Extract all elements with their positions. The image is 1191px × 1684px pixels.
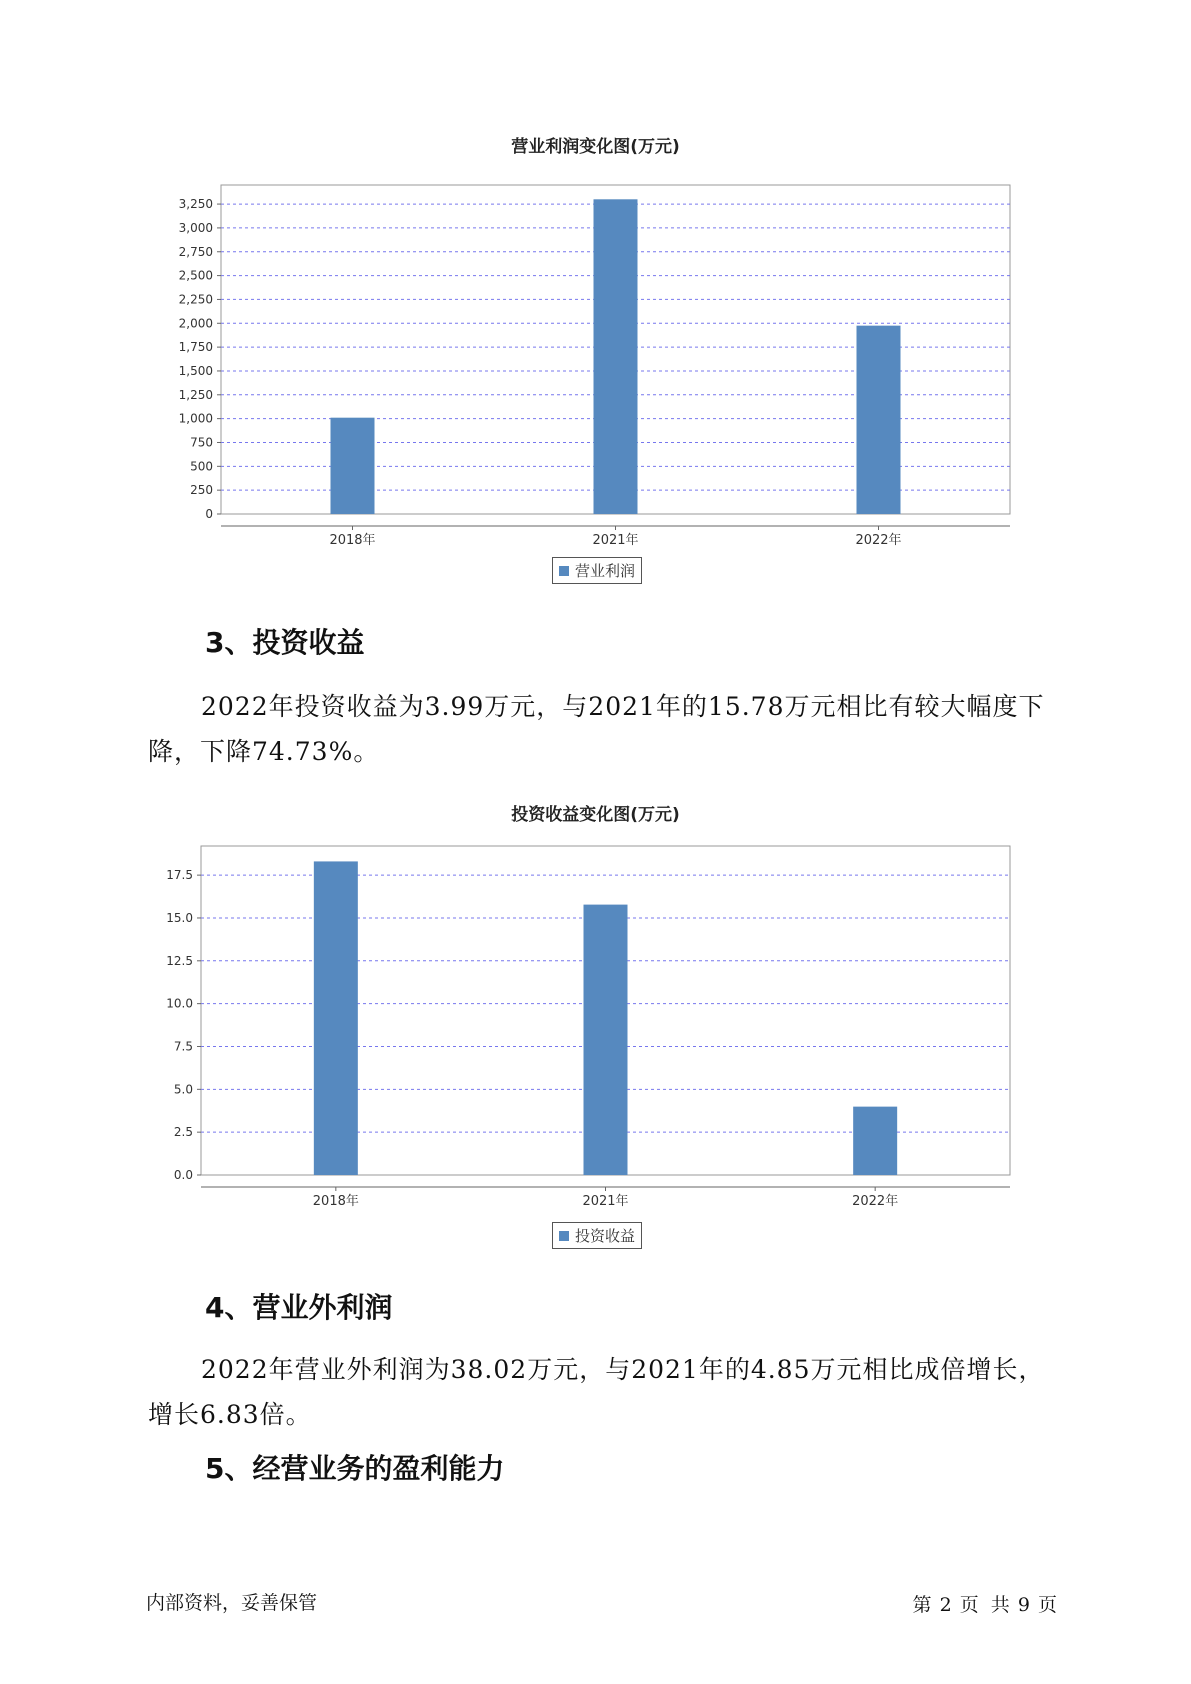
bar-2021年 (584, 905, 628, 1175)
y-tick-label: 10.0 (166, 996, 193, 1011)
y-tick-label: 5.0 (173, 1082, 193, 1097)
y-tick-label: 2.5 (173, 1125, 193, 1140)
y-tick-label: 1,250 (178, 387, 213, 402)
bar-2018年 (331, 418, 375, 514)
legend-label: 营业利润 (575, 562, 636, 580)
section-4-paragraph: 2022年营业外利润为38.02万元，与2021年的4.85万元相比成倍增长，增长6.83倍。 (148, 1355, 1045, 1429)
legend-swatch (559, 1231, 569, 1241)
y-tick-label: 750 (190, 435, 213, 450)
y-tick-label: 17.5 (166, 868, 193, 883)
legend-swatch (559, 566, 569, 576)
y-tick-label: 0 (205, 507, 213, 521)
investment-income-chart (0, 820, 1191, 1240)
y-tick-label: 3,250 (178, 197, 213, 212)
page-mid: 页 共 (959, 1594, 1010, 1616)
x-tick-label: 2018年 (329, 533, 376, 548)
chart-title-investment-income: 投资收益变化图(万元) (511, 805, 680, 825)
x-tick-label: 2022年 (855, 533, 902, 548)
y-tick-label: 15.0 (166, 910, 193, 925)
y-tick-label: 2,750 (178, 244, 213, 259)
bar-2022年 (853, 1107, 897, 1175)
page-suffix: 页 (1037, 1594, 1057, 1616)
y-tick-label: 500 (190, 459, 213, 474)
section-5-heading: 5、经营业务的盈利能力 (205, 1452, 505, 1485)
footer-page-number (912, 1590, 1059, 1617)
bar-2018年 (314, 861, 358, 1175)
footer-confidential-note: 内部资料，妥善保管 (146, 1592, 318, 1614)
chart-title-operating-profit: 营业利润变化图(万元) (511, 137, 680, 157)
y-tick-label: 7.5 (173, 1039, 193, 1054)
x-tick-label: 2021年 (582, 1194, 629, 1209)
y-tick-label: 1,500 (178, 363, 213, 378)
y-tick-label: 2,500 (178, 268, 213, 283)
legend-operating-profit (552, 557, 642, 584)
y-tick-label: 250 (190, 483, 213, 498)
x-tick-label: 2018年 (312, 1194, 359, 1209)
y-tick-label: 1,750 (178, 340, 213, 355)
y-tick-label: 0.0 (173, 1168, 193, 1182)
page-current: 2 (939, 1594, 952, 1616)
section-4-heading: 4、营业外利润 (205, 1291, 393, 1324)
x-tick-label: 2022年 (852, 1194, 899, 1209)
legend-label: 投资收益 (575, 1227, 636, 1245)
y-tick-label: 12.5 (166, 953, 193, 968)
x-tick-label: 2021年 (592, 533, 639, 548)
bar-2021年 (594, 199, 638, 514)
section-3-heading: 3、投资收益 (205, 626, 365, 659)
y-tick-label: 2,000 (178, 316, 213, 331)
bar-2022年 (857, 326, 901, 514)
operating-profit-chart (0, 0, 1191, 560)
y-tick-label: 3,000 (178, 220, 213, 235)
legend-investment-income (552, 1222, 642, 1249)
page-total: 9 (1017, 1594, 1030, 1616)
section-3-paragraph: 2022年投资收益为3.99万元，与2021年的15.78万元相比有较大幅度下降，下降74.73%。 (148, 692, 1045, 766)
page-prefix: 第 (912, 1594, 932, 1616)
y-tick-label: 1,000 (178, 411, 213, 426)
y-tick-label: 2,250 (178, 292, 213, 307)
